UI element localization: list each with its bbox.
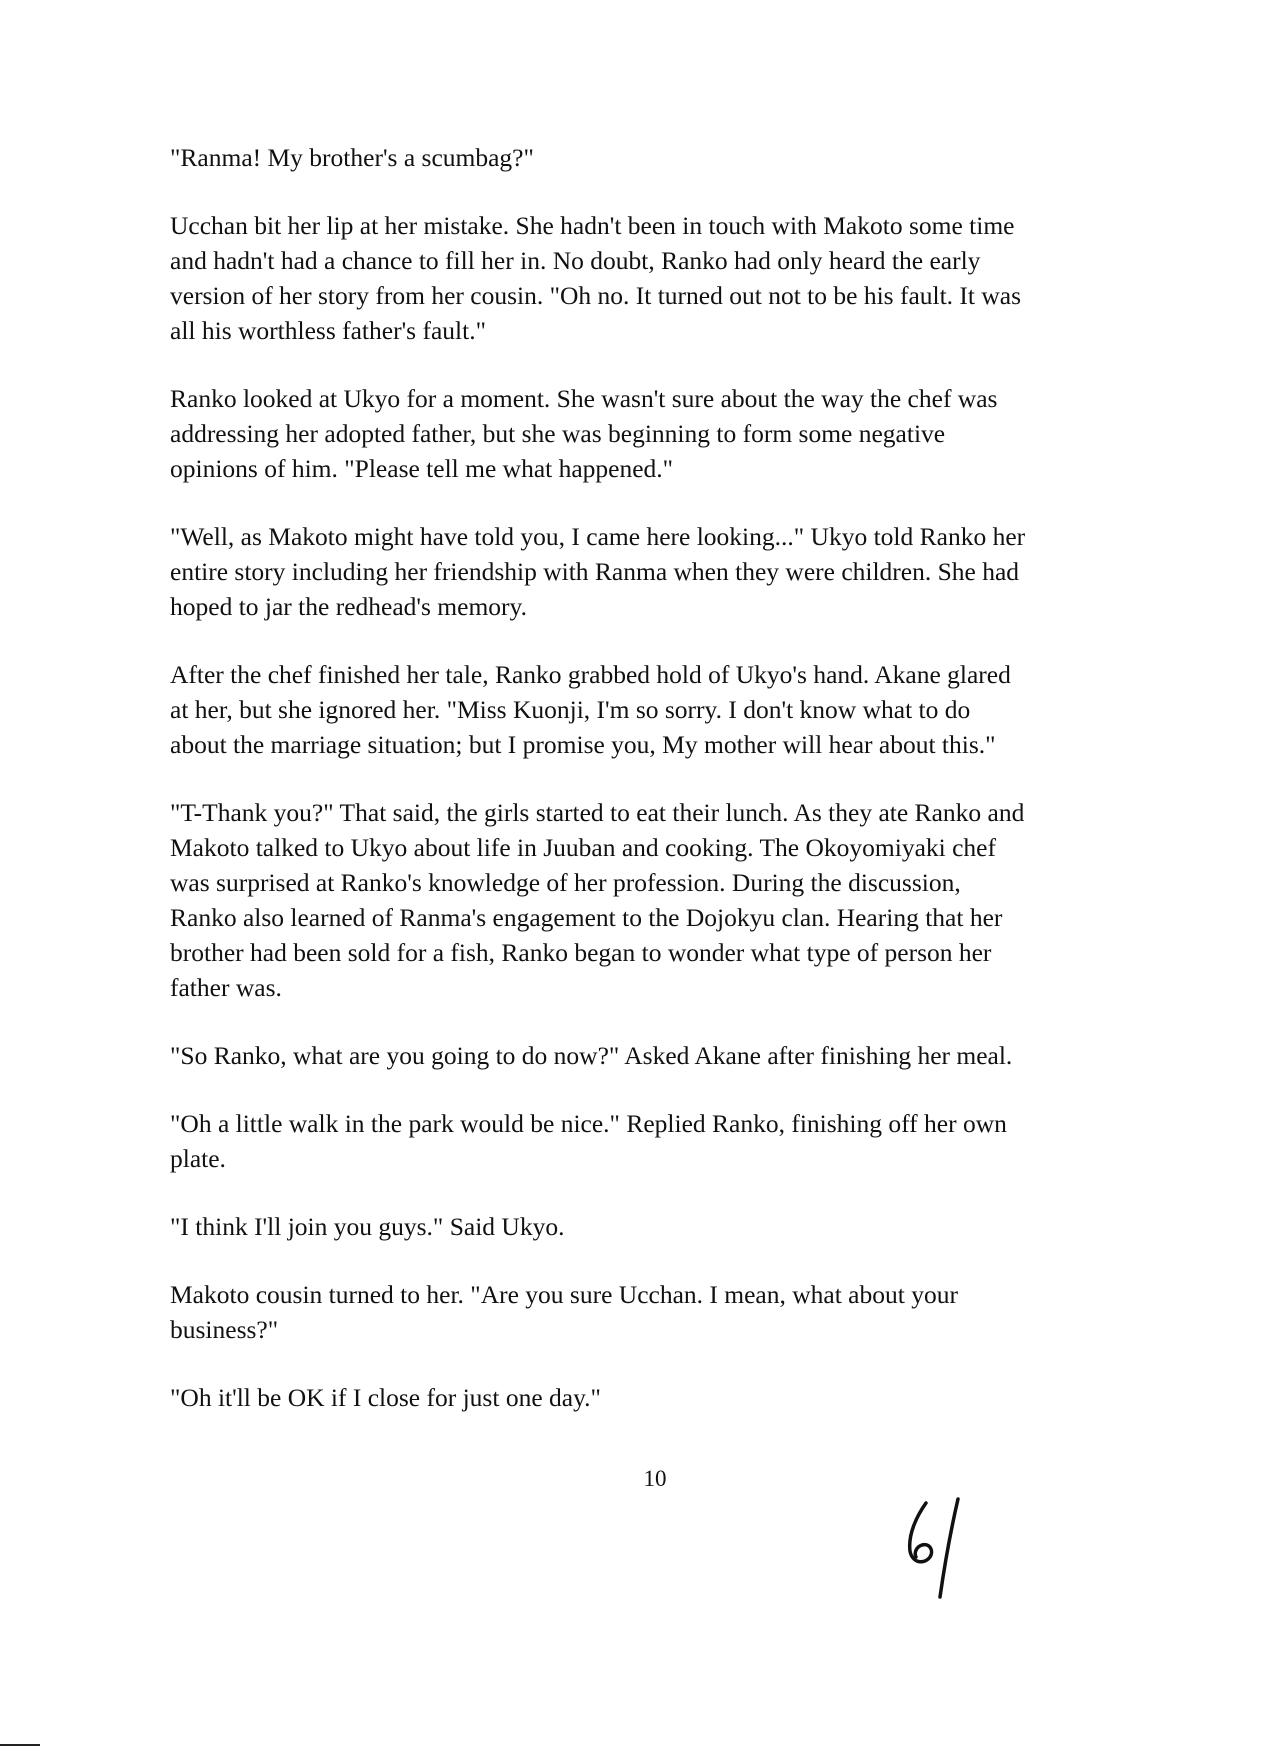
- paragraph-4: "Well, as Makoto might have told you, I came here looking..." Ukyo told Ranko her entire story including her friendship with Ranma when they were children. She had hoped to jar the redhead's memory.: [170, 522, 1026, 621]
- story-text: [170, 140, 1130, 1448]
- paragraph-5: After the chef finished her tale, Ranko grabbed hold of Ukyo's hand. Akane glared at her, but she ignored her. "Miss Kuonji, I'm so sorry. I don't know what to do about the marriage situation; but I promise you, My mother will hear about this.": [170, 660, 1011, 759]
- paragraph-9: "I think I'll join you guys." Said Ukyo.: [170, 1212, 565, 1241]
- paragraph-6: "T-Thank you?" That said, the girls started to eat their lunch. As they ate Ranko and Makoto talked to Ukyo about life in Juuban and cooking. The Okoyomiyaki chef was surprised at Ranko's knowledge of her profession. During the discussion, Ranko also learned of Ranma's engagement to the Dojokyu clan. Hearing that her brother had been sold for a fish, Ranko began to wonder what type of person her father was.: [170, 798, 1025, 1002]
- paragraph-2: Ucchan bit her lip at her mistake. She hadn't been in touch with Makoto some time and hadn't had a chance to fill her in. No doubt, Ranko had only heard the early version of her story from her cousin. "Oh no. It turned out not to be his fault. It was all his worthless father's fault.": [170, 211, 1022, 345]
- paragraph-10: Makoto cousin turned to her. "Are you sure Ucchan. I mean, what about your business?": [170, 1280, 958, 1344]
- paragraph-3: Ranko looked at Ukyo for a moment. She wasn't sure about the way the chef was addressing her adopted father, but she was beginning to form some negative opinions of him. "Please tell me what happened.": [170, 384, 998, 483]
- paragraph-11: "Oh it'll be OK if I close for just one day.": [170, 1383, 601, 1412]
- page-number: 10: [643, 1466, 667, 1491]
- handwritten-page-mark: [902, 1495, 972, 1605]
- scan-edge-mark: [0, 1744, 40, 1746]
- paragraph-8: "Oh a little walk in the park would be nice." Replied Ranko, finishing off her own plate.: [170, 1109, 1007, 1173]
- paragraph-1: "Ranma! My brother's a scumbag?": [170, 143, 534, 172]
- paragraph-7: "So Ranko, what are you going to do now?" Asked Akane after finishing her meal.: [170, 1041, 1013, 1070]
